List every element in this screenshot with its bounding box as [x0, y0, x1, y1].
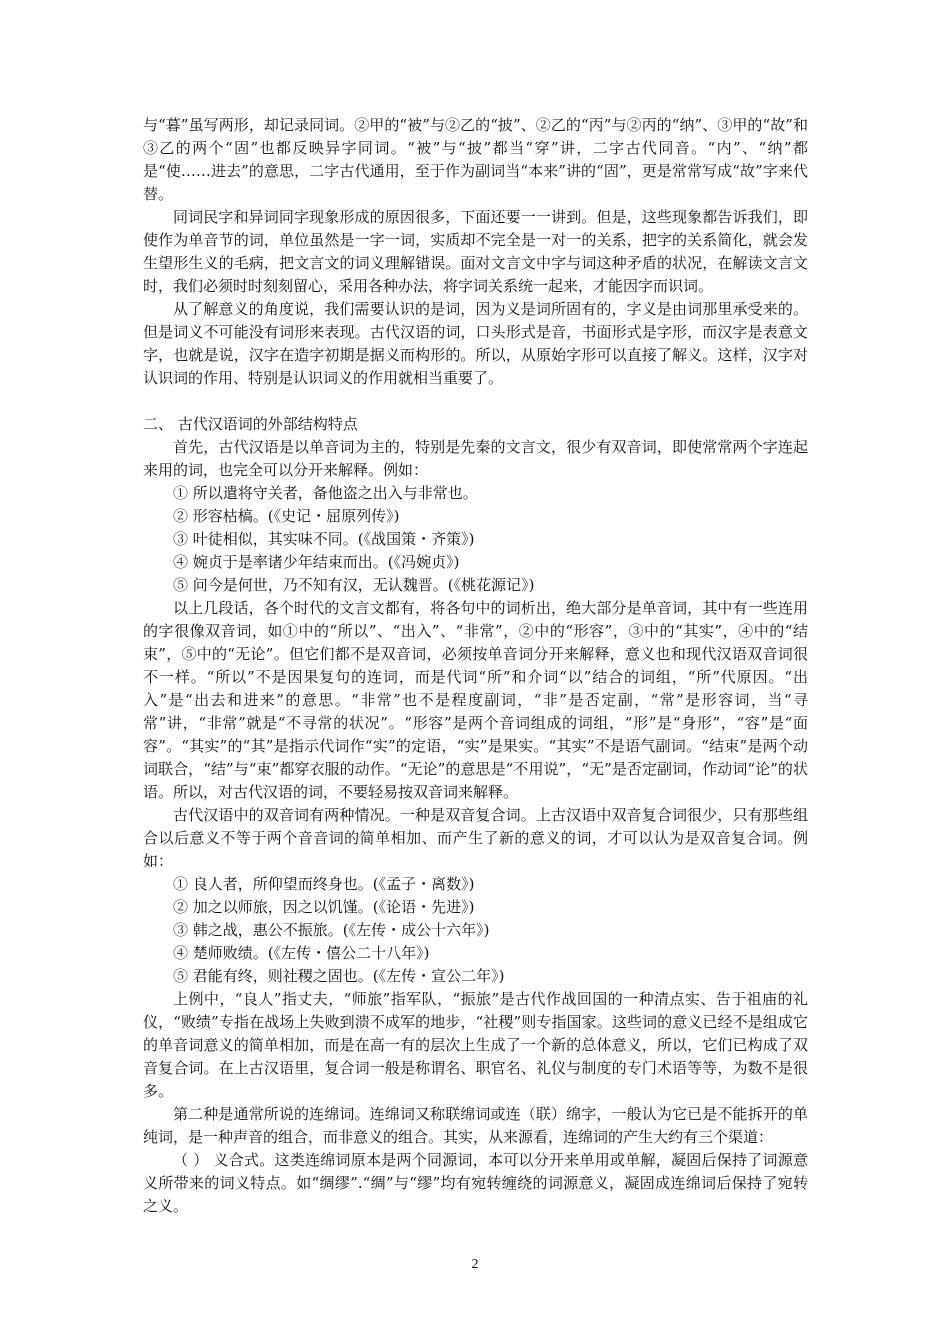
- example-line: ② 形容枯槁。(《史记・屈原列传》): [173, 507, 400, 525]
- section-heading: 二、 古代汉语词的外部结构特点: [143, 415, 358, 433]
- paragraph: 第二种是通常所说的连绵词。连绵词又称联绵词或连（联）绵字，一般认为它已是不能拆开的单纯词，是一种声音的组合，而非意义的组合。其实，从来源看，连绵词的产生大约有三个渠道：: [143, 1105, 808, 1146]
- example-line: ⑤ 君能有终，则社稷之固也。(《左传・宣公二年》): [173, 967, 505, 985]
- example-line: ④ 楚师败绩。(《左传・僖公二十八年》): [173, 944, 430, 962]
- paragraph: 同词民字和异词同字现象形成的原因很多，下面还要一一讲到。但是，这些现象都告诉我们，即使作为单音节的词，单位虽然是一字一词，实质却不完全是一对一的关系，把字的关系简化，就会发生望形生义的毛病，把文言文的词义理解错误。面对文言文中字与词这种矛盾的状况，在解读文言文时，我们必须时时刻刻留心，采用各种办法，将字词关系统一起来，才能因字而识词。: [143, 208, 808, 295]
- page-number: 2: [471, 1257, 479, 1272]
- paragraph: 上例中，“良人”指丈夫，“师旅”指军队，“振旅”是古代作战回国的一种清点实、告于祖庙的礼仪，“败绩”专指在战场上失败到溃不成军的地步，“社稷”则专指国家。这些词的意义已经不是组成它的单音词意义的简单相加，而是在高一有的层次上生成了一个新的总体意义，所以，它们已构成了双音复合词。在上古汉语里，复合词一般是称谓名、职官名、礼仪与制度的专门术语等等，为数不是很多。: [143, 990, 808, 1100]
- page-body: [143, 114, 808, 1218]
- example-line: ③ 叶徒相似，其实味不同。(《战国策・齐策》): [173, 530, 475, 548]
- blank-line: [143, 390, 808, 413]
- paragraph: （ ） 义合式。这类连绵词原本是两个同源词，本可以分开来单用或单解，凝固后保持了词源意义所带来的词义特点。如“绸缪”.“绸”与“缪”均有宛转缠绕的词源意义，凝固成连绵词后保持了宛转之义。: [143, 1151, 808, 1215]
- example-line: ② 加之以师旅，因之以饥馑。(《论语・先进》): [173, 898, 475, 916]
- example-line: ③ 韩之战，惠公不振旅。(《左传・成公十六年》): [173, 921, 490, 939]
- example-line: ① 良人者，所仰望而终身也。(《孟子・离数》): [173, 875, 475, 893]
- paragraph: 首先，古代汉语是以单音词为主的，特别是先秦的文言文，很少有双音词，即使常常两个字连起来用的词，也完全可以分开来解释。例如：: [143, 438, 808, 479]
- paragraph: 与“暮”虽写两形，却记录同词。②甲的“被”与②乙的“披”、②乙的“丙”与②丙的“纳”、③甲的“故”和③乙的两个“固”也都反映异字同词。“被”与“披”都当“穿”讲，二字古代同音。“内”、“纳”都是“使……进去”的意思，二字古代通用，至于作为副词当“本来”讲的“固”，更是常常写成“故”字来代替。: [143, 116, 808, 203]
- example-line: ⑤ 问今是何世，乃不知有汉，无认魏晋。(《桃花源记》): [173, 576, 535, 594]
- paragraph: 以上几段话，各个时代的文言文都有，将各句中的词析出，绝大部分是单音词，其中有一些连用的字很像双音词，如①中的“所以”、“出入”、“非常”，②中的“形容”，③中的“其实”，④中的“结束”，⑤中的“无论”。但它们都不是双音词，必须按单音词分开来解释，意义也和现代汉语双音词很不一样。“所以”不是因果复句的连词，而是代词“所”和介词“以”结合的词组，“所”代原因。“出入”是“出去和进来”的意思。“非常”也不是程度副词，“非”是否定副，“常”是形容词，当“寻常”讲，“非常”就是“不寻常的状况”。“形容”是两个音词组成的词组，“形”是“身形”，“容”是“面容”。“其实”的“其”是指示代词作“实”的定语，“实”是果实。“其实”不是语气副词。“结束”是两个动词联合，“结”与“束”都穿衣服的动作。“无论”的意思是“不用说”，“无”是否定副词，作动词“论”的状语。所以，对古代汉语的词，不要轻易按双音词来解释。: [143, 599, 808, 801]
- paragraph: 从了解意义的角度说，我们需要认识的是词，因为义是词所固有的，字义是由词那里承受来的。但是词义不可能没有词形来表现。古代汉语的词，口头形式是音，书面形式是字形，而汉字是表意文字，也就是说，汉字在造字初期是据义而构形的。所以，从原始字形可以直接了解义。这样，汉字对认识词的作用、特别是认识词义的作用就相当重要了。: [143, 300, 808, 387]
- example-line: ① 所以遣将守关者，备他盗之出入与非常也。: [173, 484, 478, 502]
- example-line: ④ 婉贞于是率诸少年结束而出。(《冯婉贞》): [173, 553, 460, 571]
- paragraph: 古代汉语中的双音词有两种情况。一种是双音复合词。上古汉语中双音复合词很少，只有那些组合以后意义不等于两个音音词的简单相加、而产生了新的意义的词，才可以认为是双音复合词。例如：: [143, 806, 808, 870]
